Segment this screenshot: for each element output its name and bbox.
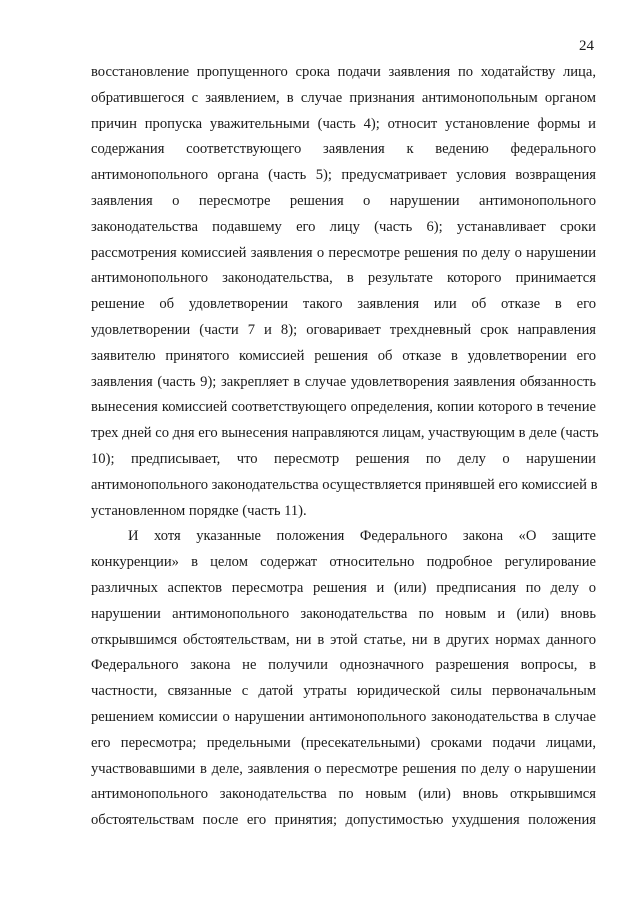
text-line: открывшимся обстоятельствам, ни в этой статье, ни в других нормах данного [91, 631, 596, 648]
text-line: заявителю принятого комиссией решения об отказе в удовлетворении его [91, 347, 596, 364]
text-line: нарушении антимонопольного законодательства по новым и (или) вновь [91, 605, 596, 622]
text-line: его пересмотра; предельными (пресекательными) сроками подачи лицами, [91, 734, 596, 751]
text-line: рассмотрения комиссией заявления о пересмотре решения по делу о нарушении [91, 244, 596, 261]
text-line: И хотя указанные положения Федерального закона «О защите [128, 528, 596, 545]
text-line: законодательства подавшему его лицу (часть 6); устанавливает сроки [91, 218, 596, 235]
text-line: обстоятельствам после его принятия; допустимостью ухудшения положения [91, 812, 596, 829]
text-line: заявления (часть 9); закрепляет в случае удовлетворения заявления обязанность [91, 373, 596, 390]
text-line: антимонопольного законодательства осуществляется принявшей его комиссией в [91, 476, 598, 493]
body-text [91, 60, 599, 834]
text-line: различных аспектов пересмотра решения и (или) предписания по делу о [91, 579, 596, 596]
page-number: 24 [579, 38, 594, 54]
text-line: заявления о пересмотре решения о нарушении антимонопольного [91, 192, 596, 209]
text-line: удовлетворении (части 7 и 8); оговаривает трехдневный срок направления [91, 321, 596, 338]
text-line: восстановление пропущенного срока подачи заявления по ходатайству лица, [91, 64, 596, 80]
paragraph-1 [91, 60, 599, 524]
text-line: трех дней со дня его вынесения направляются лицам, участвующим в деле (часть [91, 425, 599, 442]
text-line: установленном порядке (часть 11). [91, 502, 307, 519]
text-line: Федерального закона не получили однозначного разрешения вопросы, в [91, 657, 596, 674]
text-line: частности, связанные с датой утраты юридической силы первоначальным [91, 683, 596, 700]
text-line: причин пропуска уважительными (часть 4); относит установление формы и [91, 115, 596, 132]
text-line: решением комиссии о нарушении антимонопольного законодательства в случае [91, 708, 596, 725]
paragraph-2 [91, 524, 596, 834]
text-line: антимонопольного законодательства по новым (или) вновь открывшимся [91, 786, 596, 803]
text-line: 10); предписывает, что пересмотр решения по делу о нарушении [91, 450, 596, 467]
text-line: антимонопольного законодательства, в результате которого принимается [91, 270, 596, 287]
text-line: решение об удовлетворении такого заявления или об отказе в его [91, 296, 596, 313]
text-line: антимонопольного органа (часть 5); предусматривает условия возвращения [91, 167, 596, 184]
text-line: конкуренции» в целом содержат относительно подробное регулирование [91, 554, 596, 571]
text-line: обратившегося с заявлением, в случае признания антимонопольным органом [91, 89, 596, 106]
text-line: вынесения комиссией соответствующего определения, копии которого в течение [91, 399, 596, 416]
text-line: содержания соответствующего заявления к ведению федерального [91, 141, 596, 158]
text-line: участвовавшими в деле, заявления о пересмотре решения по делу о нарушении [91, 760, 596, 777]
